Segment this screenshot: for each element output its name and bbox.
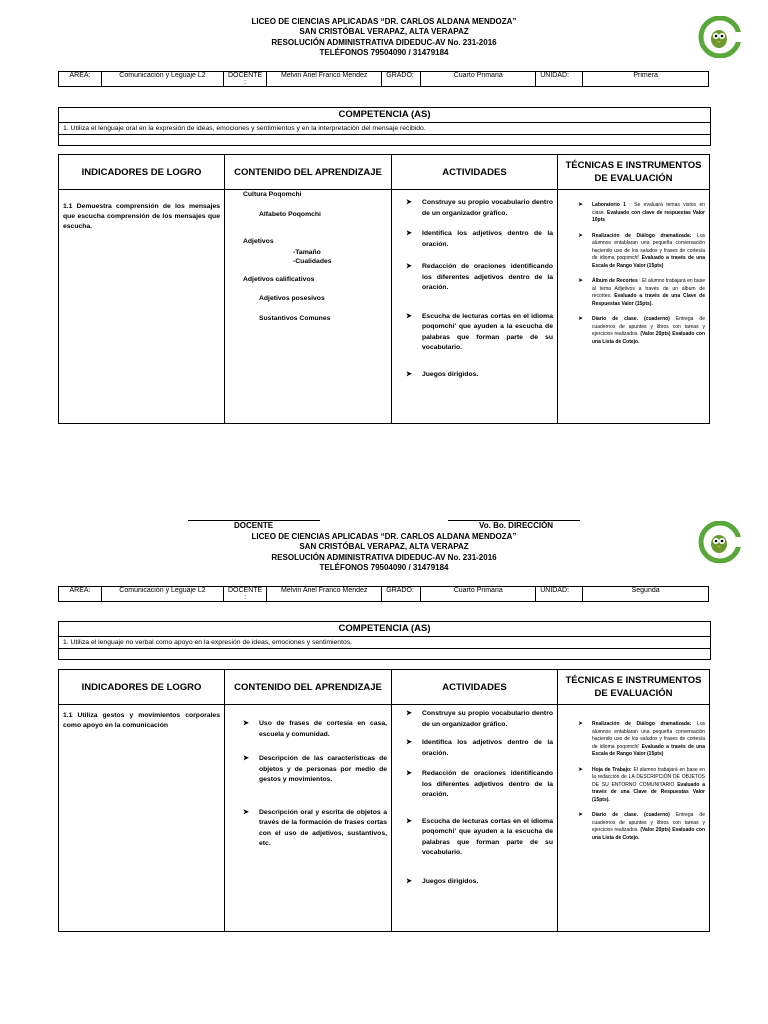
contenido-item: Adjetivos posesivos: [259, 295, 325, 302]
actividad-item: ➤ Identifica los adjetivos dentro de la oración.: [404, 229, 553, 250]
actividad-item: ➤ Juegos dirigidos.: [404, 877, 553, 888]
actividad-item: ➤ Redacción de oraciones identificando los diferentes adjetivos dentro de la oración.: [404, 769, 553, 801]
docente-label: DOCENTE :: [224, 72, 267, 87]
contenido-item: ➤ Descripción de las características de objetos y de personas por medio de gestos y movimientos.: [241, 754, 387, 786]
competencia-text: 1. Utiliza el lenguaje no verbal como apoyo en la expresión de ideas, emociones y sentimientos.: [59, 637, 710, 649]
evaluacion-item: ➤ Laboratorio 1 : Se evaluará temas vistos en clase. Evaluado con clave de respuestas Valor 10pts: [562, 202, 705, 225]
competencia-text: 1. Utiliza el lenguaje oral en la expresión de ideas, emociones y sentimientos y en la interpretación del mensaje recibido.: [59, 123, 710, 135]
evaluacion-item: ➤ Diario de clase. (cuaderno) Entrega de cuadernos de apuntes y libros con tareas y ejercicios realizados. (Valor 20pts) Evaluado con una Lista de Cotejo.: [562, 316, 705, 346]
contenido-cell: [225, 705, 392, 932]
contenido-item: Sustantivos Comunes: [259, 314, 331, 322]
docente-label: DOCENTE :: [224, 587, 267, 602]
contenido-item: Alfabeto Poqomchi: [259, 210, 321, 218]
contenido-item: -Tamaño: [293, 248, 321, 256]
header-line-4: TELÉFONOS 79504090 / 31479184: [319, 48, 449, 58]
header-line-3: RESOLUCIÓN ADMINISTRATIVA DIDEDUC-AV No. 231-2016: [271, 37, 497, 47]
contenido-header: CONTENIDO DEL APRENDIZAJE: [225, 670, 392, 705]
actividad-item: ➤ Juegos dirigidos.: [404, 370, 553, 381]
school-logo-icon: [696, 16, 744, 58]
evaluacion-cell: [558, 705, 710, 932]
competencia-title: COMPETENCIA (AS): [59, 108, 710, 123]
actividad-item: ➤ Construye su propio vocabulario dentro de un organizador gráfico.: [404, 198, 553, 219]
evaluacion-item: ➤ Álbum de Recortes : El alumno trabajará en base al tema Adjetivos a través de un álbum de recortes. Evaluado a través de una Clave de Respuestas Valor (15pts).: [562, 278, 705, 308]
area-label: AREA:: [59, 587, 102, 602]
docente-value: Melvin Ariel Franco Mendez: [267, 72, 382, 87]
indicador-text: 1.1 Demuestra comprensión de los mensajes que escucha comprensión de los mensajes que escucha.: [59, 190, 225, 424]
evaluacion-item: ➤ Diario de clase. (cuaderno) Entrega de cuadernos de apuntes y libros con tareas y ejercicios realizados. (Valor 20pts) Evaluado con una Lista de Cotejo.: [562, 812, 705, 842]
school-header: [180, 532, 588, 574]
actividad-item: ➤ Redacción de oraciones identificando los diferentes adjetivos dentro de la oración.: [404, 262, 553, 294]
area-value: Comunicación y Leguaje L2: [102, 72, 224, 87]
actividades-header: ACTIVIDADES: [392, 670, 558, 705]
indicador-text: 1.1 Utiliza gestos y movimientos corporales como apoyo en la comunicación: [59, 705, 225, 932]
area-label: AREA:: [59, 72, 102, 87]
info-table-1: [58, 71, 709, 87]
competencia-box-1: [58, 107, 711, 146]
indicadores-header: INDICADORES DE LOGRO: [59, 670, 225, 705]
unidad-value: Segunda: [583, 587, 709, 602]
area-value: Comunicación y Leguaje L2: [102, 587, 224, 602]
header-line-4: TELÉFONOS 79504090 / 31479184: [319, 563, 449, 573]
actividad-item: ➤ Identifica los adjetivos dentro de la oración.: [404, 738, 553, 759]
evaluacion-item: ➤ Hoja de Trabajo: El alumno trabajará en base en la redacción de LA DESCRIPCIÓN DE OBJETOS DE SU ENTORNO COMUNITARIO Evaluado a través de una Clave de Respuestas Valor (15pts).: [562, 767, 705, 805]
grado-label: GRADO:: [382, 72, 421, 87]
direccion-signature-label: Vo. Bo. DIRECCIÓN: [479, 521, 554, 530]
competencia-title: COMPETENCIA (AS): [59, 622, 710, 637]
evaluacion-item: ➤ Realización de Diálogo dramatizada: Los alumnos entablaran una pequeña conversación haciendo uso de los saludos y frases de cortesía de idioma poqomchi' Evaluado a través de una Escala de Rango Valor (15pts): [562, 233, 705, 271]
indicadores-header: INDICADORES DE LOGRO: [59, 155, 225, 190]
grado-label: GRADO:: [382, 587, 421, 602]
actividad-item: ➤ Construye su propio vocabulario dentro de un organizador gráfico.: [404, 709, 553, 730]
evaluacion-item: ➤ Realización de Diálogo dramatizada: Los alumnos entablaran una pequeña conversación haciendo uso de los saludos y frases de cortesía de idioma poqomchi' Evaluado a través de una Escala de Rango Valor (15pts): [562, 721, 705, 759]
evaluacion-cell: [558, 190, 710, 424]
docente-signature-label: DOCENTE: [234, 521, 274, 530]
plan-table-1: [58, 154, 710, 424]
unidad-label: UNIDAD:: [536, 72, 583, 87]
contenido-item: Cultura Poqomchi: [243, 191, 302, 198]
contenido-item: Adjetivos: [243, 238, 274, 245]
header-line-1: LICEO DE CIENCIAS APLICADAS “DR. CARLOS ALDANA MENDOZA”: [251, 17, 517, 26]
actividades-cell: [392, 705, 558, 932]
grado-value: Cuarto Primaria: [421, 72, 536, 87]
contenido-header: CONTENIDO DEL APRENDIZAJE: [225, 155, 392, 190]
contenido-cell: [225, 190, 392, 424]
docente-value: Melvin Ariel Franco Mendez: [267, 587, 382, 602]
actividades-header: ACTIVIDADES: [392, 155, 558, 190]
actividad-item: ➤ Escucha de lecturas cortas en el idioma poqomchi' que ayuden a la escucha de palabras que forman parte de su vocabulario.: [404, 817, 553, 859]
school-logo-icon: [696, 521, 744, 563]
info-table-2: [58, 586, 709, 602]
header-line-3: RESOLUCIÓN ADMINISTRATIVA DIDEDUC-AV No. 231-2016: [271, 552, 497, 562]
competencia-box-2: [58, 621, 711, 660]
contenido-item: ➤ Descripción oral y escrita de objetos a través de la formación de frases cortas con el uso de adjetivos, sustantivos, etc.: [241, 808, 387, 850]
header-line-2: SAN CRISTÓBAL VERAPAZ, ALTA VERAPAZ: [299, 542, 469, 552]
header-line-1: LICEO DE CIENCIAS APLICADAS “DR. CARLOS ALDANA MENDOZA”: [251, 532, 517, 541]
unidad-value: Primera: [583, 72, 709, 87]
contenido-item: ➤ Uso de frases de cortesía en casa, escuela y comunidad.: [241, 719, 387, 740]
plan-table-2: [58, 669, 710, 932]
actividades-cell: [392, 190, 558, 424]
actividad-item: ➤ Escucha de lecturas cortas en el idioma poqomchi' que ayuden a la escucha de palabras que forman parte de su vocabulario.: [404, 312, 553, 354]
contenido-item: -Cualidades: [293, 258, 332, 265]
grado-value: Cuarto Primaria: [421, 587, 536, 602]
school-header: [180, 17, 588, 59]
contenido-item: Adjetivos calificativos: [243, 275, 315, 283]
tecnicas-header: TÉCNICAS E INSTRUMENTOS DE EVALUACIÓN: [558, 670, 710, 705]
tecnicas-header: TÉCNICAS E INSTRUMENTOS DE EVALUACIÓN: [558, 155, 710, 190]
unidad-label: UNIDAD:: [536, 587, 583, 602]
header-line-2: SAN CRISTÓBAL VERAPAZ, ALTA VERAPAZ: [299, 27, 469, 37]
